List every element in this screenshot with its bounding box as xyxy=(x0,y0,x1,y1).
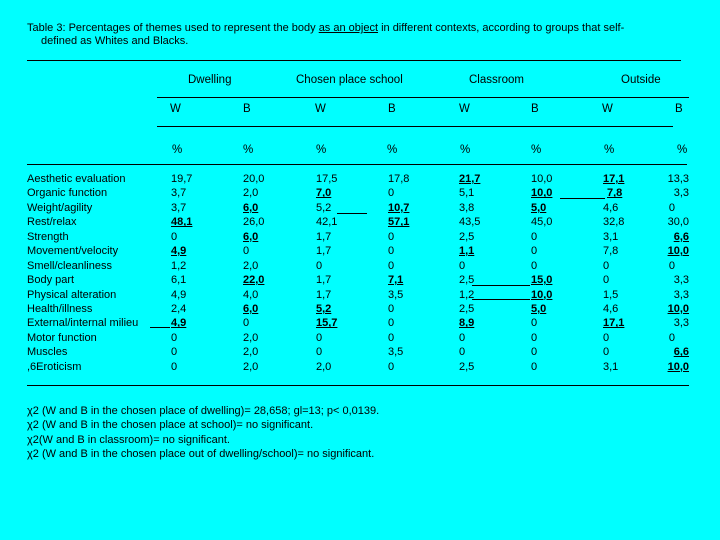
cell: 3,7 xyxy=(171,201,187,214)
unit-7: % xyxy=(604,144,615,156)
subheader-classroom-b: B xyxy=(531,103,539,115)
cell: 0 xyxy=(388,317,395,330)
subheader-rule xyxy=(157,126,673,127)
connector-line xyxy=(472,285,530,286)
cell: 6,0 xyxy=(243,230,259,243)
cell: 17,5 xyxy=(316,173,338,185)
cell: 8,9 xyxy=(459,317,475,330)
cell: 7,1 xyxy=(388,274,404,287)
cell: 2,0 xyxy=(243,360,259,373)
cell: 1,7 xyxy=(316,288,332,301)
row-label: Smell/cleanliness xyxy=(27,259,112,272)
cell: 0 xyxy=(171,331,178,344)
cell: 4,0 xyxy=(243,288,259,301)
cell: 17,1 xyxy=(603,317,625,330)
row-label: External/internal milieu xyxy=(27,317,139,330)
cell: 0 xyxy=(243,245,250,258)
cell: 0 xyxy=(531,346,538,359)
cell: 1,2 xyxy=(459,288,475,301)
subheader-outside-b: B xyxy=(675,103,683,115)
cell: 10,7 xyxy=(388,201,410,214)
cell: 1,2 xyxy=(171,259,187,272)
cell: 0 xyxy=(531,230,538,243)
cell: 30,0 xyxy=(667,216,689,229)
cell: 0 xyxy=(531,331,538,344)
cell: 0 xyxy=(316,346,323,359)
caption-suffix: in different contexts, according to groups that self- xyxy=(378,22,625,34)
cell: 10,0 xyxy=(667,245,689,258)
subheader-school-b: B xyxy=(388,103,396,115)
unit-8: % xyxy=(677,144,688,156)
cell: 6,1 xyxy=(171,274,187,287)
cell: 2,0 xyxy=(316,360,332,373)
cell: 0 xyxy=(603,331,610,344)
subheader-school-w: W xyxy=(315,103,326,115)
cell: 2,0 xyxy=(243,259,259,272)
cell: 4,6 xyxy=(603,201,619,214)
cell: 42,1 xyxy=(316,216,338,229)
cell: 4,6 xyxy=(603,302,619,315)
table-caption xyxy=(27,22,687,48)
cell: 3,1 xyxy=(603,360,619,373)
group-header-outside: Outside xyxy=(621,74,661,86)
cell: 10,0 xyxy=(531,288,553,301)
column-dwelling-w xyxy=(171,172,192,374)
caption-prefix: Table 3: Percentages of themes used to represent the body xyxy=(27,22,319,34)
cell: 43,5 xyxy=(459,216,481,229)
footnote: χ2 (W and B in the chosen place of dwelling)= 28,658; gl=13; p< 0,0139. xyxy=(27,405,380,417)
cell: 0 xyxy=(459,331,466,344)
column-outside-w xyxy=(603,172,624,374)
group-header-dwelling: Dwelling xyxy=(188,74,232,86)
cell: 4,9 xyxy=(171,288,187,301)
column-dwelling-b xyxy=(243,172,264,374)
cell: 0 xyxy=(459,259,466,272)
row-label: Aesthetic evaluation xyxy=(27,173,126,185)
cell: 5,2 xyxy=(316,201,332,214)
cell: 2,0 xyxy=(243,187,259,200)
row-labels xyxy=(27,172,138,374)
cell: 1,5 xyxy=(603,288,619,301)
cell: 1,7 xyxy=(316,230,332,243)
row-label: Weight/agility xyxy=(27,201,93,214)
connector-line xyxy=(150,327,170,328)
cell: 3,3 xyxy=(673,288,689,301)
cell: 0 xyxy=(316,259,323,272)
cell: 2,0 xyxy=(243,331,259,344)
cell: 3,7 xyxy=(171,187,187,200)
bottom-rule xyxy=(27,385,689,386)
cell: 26,0 xyxy=(243,216,265,229)
unit-3: % xyxy=(316,144,327,156)
row-label: Rest/relax xyxy=(27,216,77,229)
cell: 0 xyxy=(603,346,610,359)
group-header-school: Chosen place school xyxy=(296,74,403,86)
cell: 0 xyxy=(171,346,178,359)
cell: 32,8 xyxy=(603,216,625,229)
row-label: Organic function xyxy=(27,187,108,200)
cell: 7,8 xyxy=(603,245,619,258)
row-label: Body part xyxy=(27,274,75,287)
cell: 0 xyxy=(388,259,395,272)
cell: 0 xyxy=(388,360,395,373)
cell: 0 xyxy=(316,331,323,344)
cell: 10,0 xyxy=(531,173,553,185)
cell: 57,1 xyxy=(388,216,410,229)
cell: 2,5 xyxy=(459,360,475,373)
cell: 0 xyxy=(603,259,610,272)
cell: 2,5 xyxy=(459,230,475,243)
group-rule xyxy=(157,97,689,98)
unit-6: % xyxy=(531,144,542,156)
cell: 3,8 xyxy=(459,201,475,214)
cell: 0 xyxy=(388,230,395,243)
cell: 48,1 xyxy=(171,216,193,229)
cell: 1,7 xyxy=(316,274,332,287)
cell: 0 xyxy=(668,201,675,214)
cell: 0 xyxy=(531,259,538,272)
row-label: Motor function xyxy=(27,331,97,344)
cell: 10,0 xyxy=(667,302,689,315)
cell: 0 xyxy=(171,230,178,243)
caption-emphasis: as an object xyxy=(318,22,379,34)
cell: 0 xyxy=(388,187,395,200)
column-classroom-w xyxy=(459,172,480,374)
cell: 15,0 xyxy=(531,274,553,287)
cell: 5,1 xyxy=(459,187,475,200)
cell: 0 xyxy=(531,317,538,330)
footnote: χ2(W and B in classroom)= no significant. xyxy=(27,433,230,446)
cell: 0 xyxy=(668,331,675,344)
top-rule xyxy=(27,60,681,61)
cell: 0 xyxy=(668,259,675,272)
cell: 45,0 xyxy=(531,216,553,229)
row-label: Strength xyxy=(27,230,69,243)
cell: 5,2 xyxy=(316,302,332,315)
row-label: Physical alteration xyxy=(27,288,117,301)
cell: 6,0 xyxy=(243,302,259,315)
cell: 0 xyxy=(603,274,610,287)
cell: 4,9 xyxy=(171,317,187,330)
cell: 21,7 xyxy=(459,173,481,185)
cell: 7,8 xyxy=(607,187,623,200)
cell: 4,9 xyxy=(171,245,187,258)
cell: 10,0 xyxy=(531,187,553,200)
cell: 15,7 xyxy=(316,317,338,330)
body-top-rule xyxy=(27,164,687,165)
cell: 0 xyxy=(459,346,466,359)
cell: 2,0 xyxy=(243,346,259,359)
column-outside-b xyxy=(650,172,689,374)
cell: 0 xyxy=(388,245,395,258)
cell: 6,6 xyxy=(673,230,689,243)
cell: 22,0 xyxy=(243,274,265,287)
column-school-b xyxy=(388,172,409,374)
cell: 0 xyxy=(243,317,250,330)
cell: 0 xyxy=(388,302,395,315)
cell: 20,0 xyxy=(243,173,265,185)
cell: 6,0 xyxy=(243,201,259,214)
column-school-w xyxy=(316,172,337,374)
cell: 3,3 xyxy=(673,274,689,287)
cell: 3,5 xyxy=(388,346,404,359)
row-label: Muscles xyxy=(27,346,68,359)
cell: 2,5 xyxy=(459,302,475,315)
row-label: ,6Eroticism xyxy=(27,360,82,373)
connector-line xyxy=(337,213,367,214)
footnote: χ2 (W and B in the chosen place at school)= no significant. xyxy=(27,419,314,432)
cell: 13,3 xyxy=(667,173,689,185)
cell: 0 xyxy=(171,360,178,373)
cell: 17,8 xyxy=(388,173,410,185)
cell: 6,6 xyxy=(673,346,689,359)
cell: 17,1 xyxy=(603,173,625,185)
subheader-outside-w: W xyxy=(602,103,613,115)
subheader-dwelling-w: W xyxy=(170,103,181,115)
unit-1: % xyxy=(172,144,183,156)
row-label: Health/illness xyxy=(27,302,93,315)
unit-5: % xyxy=(460,144,471,156)
cell: 0 xyxy=(388,331,395,344)
cell: 3,5 xyxy=(388,288,404,301)
cell: 2,5 xyxy=(459,274,475,287)
footnote: χ2 (W and B in the chosen place out of dwelling/school)= no significant. xyxy=(27,448,375,461)
column-classroom-b xyxy=(531,172,552,374)
caption-line-2: defined as Whites and Blacks. xyxy=(41,35,189,47)
cell: 0 xyxy=(531,360,538,373)
unit-4: % xyxy=(387,144,398,156)
cell: 3,3 xyxy=(673,317,689,330)
footnotes xyxy=(27,404,379,462)
cell: 5,0 xyxy=(531,201,547,214)
cell: 19,7 xyxy=(171,173,193,185)
group-header-classroom: Classroom xyxy=(469,74,524,86)
cell: 3,1 xyxy=(603,230,619,243)
cell: 7,0 xyxy=(316,187,332,200)
cell: 1,7 xyxy=(316,245,332,258)
row-label: Movement/velocity xyxy=(27,245,119,258)
subheader-dwelling-b: B xyxy=(243,103,251,115)
cell: 5,0 xyxy=(531,302,547,315)
cell: 2,4 xyxy=(171,302,187,315)
cell: 0 xyxy=(531,245,538,258)
connector-line xyxy=(560,198,605,199)
cell: 1,1 xyxy=(459,245,475,258)
connector-line xyxy=(472,299,530,300)
cell: 3,3 xyxy=(673,187,689,200)
cell: 10,0 xyxy=(667,360,689,373)
unit-2: % xyxy=(243,144,254,156)
subheader-classroom-w: W xyxy=(459,103,470,115)
